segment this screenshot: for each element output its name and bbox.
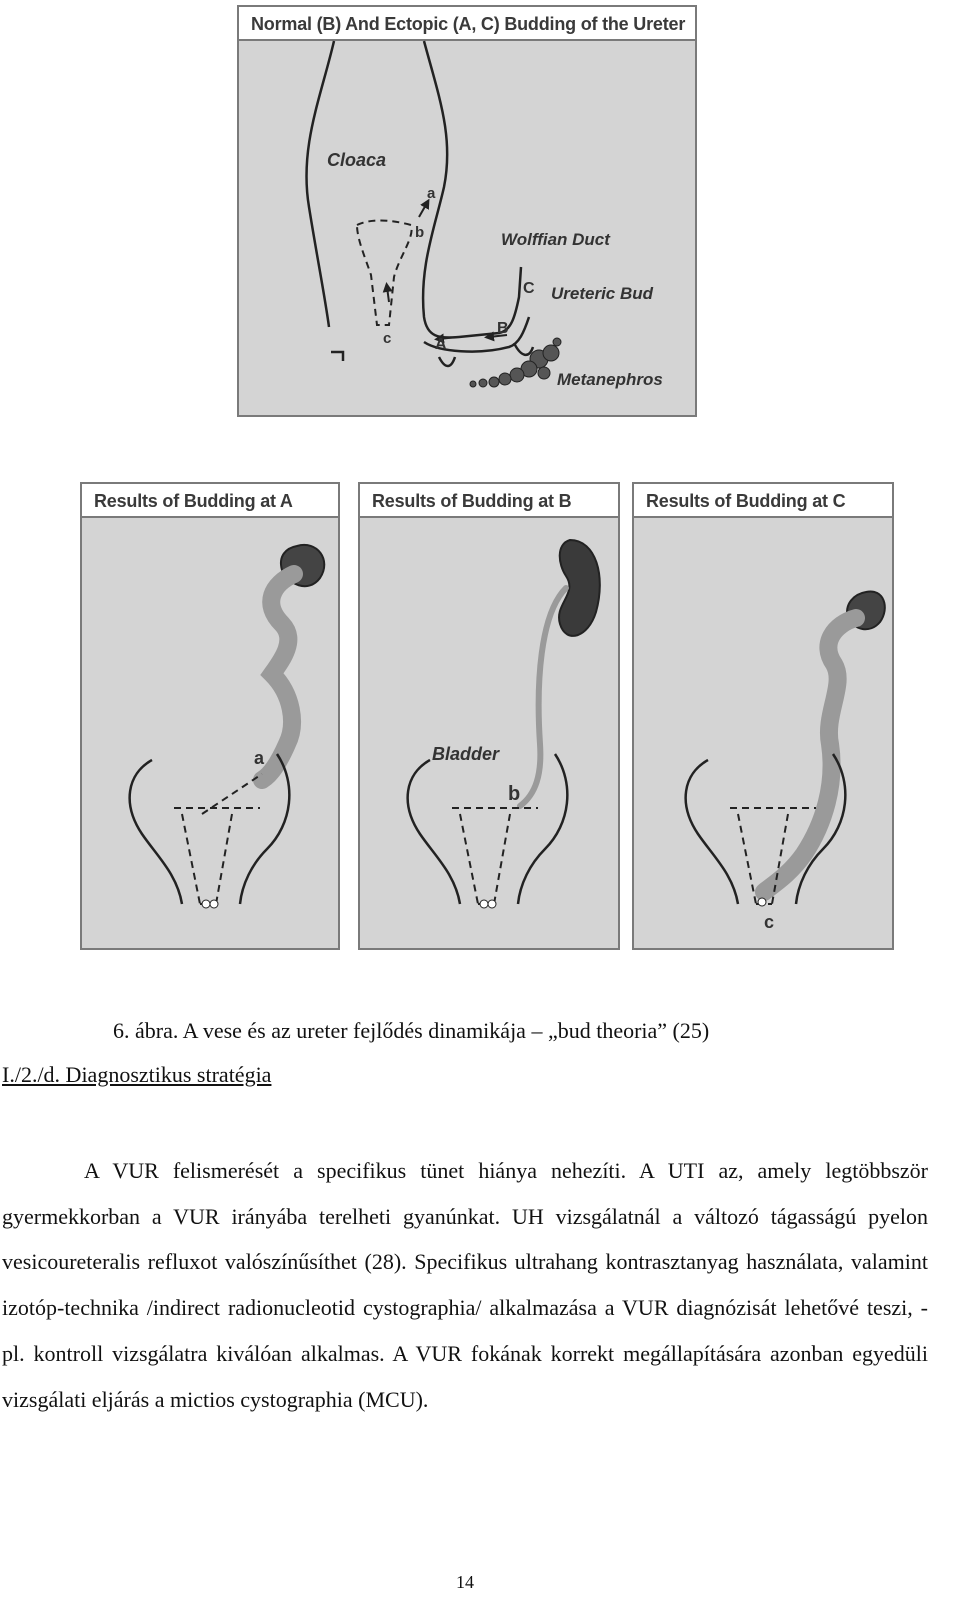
ureter-budding-diagram xyxy=(239,7,695,415)
bladder-left-b xyxy=(408,760,460,904)
label-B: B xyxy=(497,320,509,337)
label-ureteric-bud: Ureteric Bud xyxy=(551,284,654,303)
page-number: 14 xyxy=(456,1572,474,1592)
label-wolffian-duct: Wolffian Duct xyxy=(501,230,610,249)
bladder-right-b xyxy=(518,754,567,904)
label-metanephros: Metanephros xyxy=(557,370,663,389)
bud-B xyxy=(514,343,533,355)
figure-panel-a xyxy=(80,482,340,950)
figure-panel-b xyxy=(358,482,620,950)
budding-a-diagram xyxy=(82,484,338,948)
label-A: A xyxy=(435,336,447,353)
label-b: b xyxy=(415,224,425,241)
cloaca-left-wall xyxy=(306,41,334,327)
arrow-a xyxy=(419,203,427,217)
dashed-urogenital-sinus xyxy=(357,221,412,326)
panel-b-title: Results of Budding at B xyxy=(360,484,618,518)
figure-top-title: Normal (B) And Ectopic (A, C) Budding of the Ureter xyxy=(239,7,695,41)
label-a: a xyxy=(427,185,436,202)
corner-mark xyxy=(331,352,343,361)
cloaca-right-wall xyxy=(423,41,521,338)
panel-a-title: Results of Budding at A xyxy=(82,484,338,518)
ureter-a xyxy=(262,574,294,780)
label-a-panel: a xyxy=(254,748,265,768)
dashed-sinus-b xyxy=(452,808,538,904)
budding-b-diagram xyxy=(360,484,618,948)
figure-caption: 6. ábra. A vese és az ureter fejlődés dinamikája – „bud theoria” (25) xyxy=(113,1018,710,1043)
figure-top-panel xyxy=(237,5,697,417)
budding-c-diagram xyxy=(634,484,892,948)
label-b-panel: b xyxy=(508,783,521,805)
body-paragraph: A VUR felismerését a specifikus tünet hiánya nehezíti. A UTI az, amely legtöbbször gyermekkorban a VUR irányába terelheti gyanúnkat. UH vizsgálatnál a változó tágasságú pyelon vesicoureteralis refluxot valószínűsíthet (28). Specifikus ultrahang kontrasztanyag használata, valamint izotóp-technika /indirect radionucleotid cystographia/ alkalmazása a VUR diagnózisát lehetővé teszi, - pl. kontroll vizsgálatra kiválóan alkalmas. A VUR fokának korrekt megállapítására azonban egyedüli vizsgálati eljárás a mictios cystographia (MCU). xyxy=(2,1158,928,1412)
panel-c-title: Results of Budding at C xyxy=(634,484,892,518)
dashed-sinus-a xyxy=(174,808,260,904)
bladder-left-c xyxy=(686,760,738,904)
ureter-c xyxy=(764,618,856,892)
bladder-left-a xyxy=(130,760,182,904)
label-bladder: Bladder xyxy=(432,744,500,764)
section-heading: I./2./d. Diagnosztikus stratégia xyxy=(2,1062,272,1087)
label-cloaca: Cloaca xyxy=(327,150,387,170)
bud-A xyxy=(439,357,455,366)
arrow-c xyxy=(387,287,389,302)
label-c-panel: c xyxy=(764,912,775,932)
label-c: c xyxy=(383,330,392,347)
figure-panel-c xyxy=(632,482,894,950)
label-C: C xyxy=(523,280,535,297)
